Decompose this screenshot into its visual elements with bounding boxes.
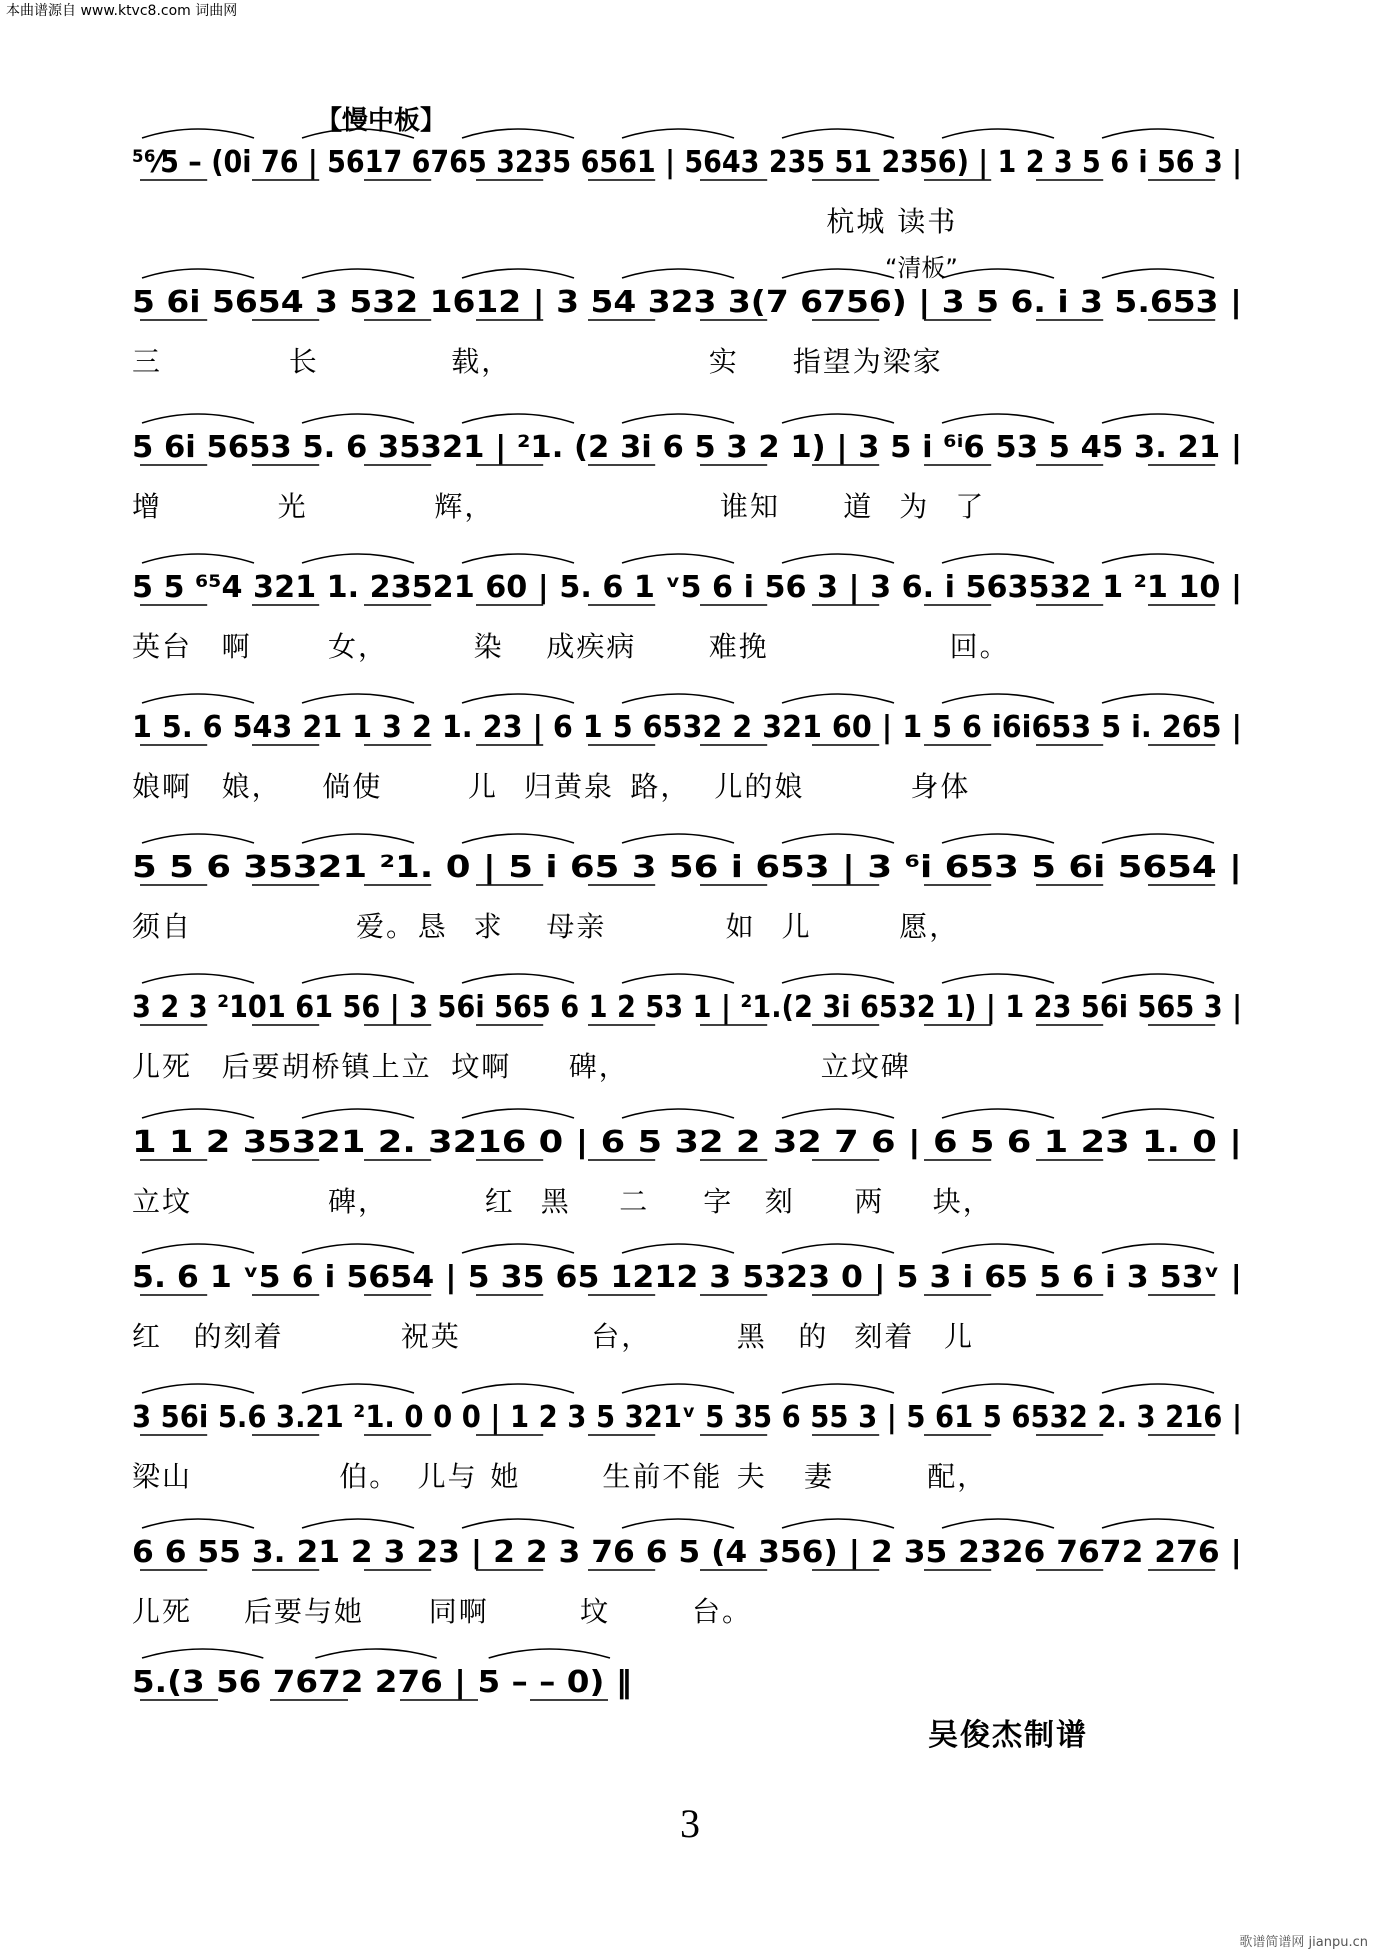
lyric-text: 后要与她 [244,1595,365,1628]
slur-mark [315,1649,436,1658]
slur-mark [142,1109,254,1118]
notation-line [132,395,1252,485]
slur-mark [302,554,414,563]
lyric-text: 黑 [540,1185,571,1218]
lyric-text: 英台 [132,630,193,663]
slur-mark [1102,554,1214,563]
slur-mark [942,834,1054,843]
source-header: 本曲谱源自 www.ktvc8.com 词曲网 [6,3,238,19]
slur-mark [302,1384,414,1393]
notation-line [132,1500,1252,1590]
lyric-text: 三 [132,345,163,378]
lyric-text: 儿的娘 [714,770,805,803]
slur-mark [489,1649,610,1658]
lyric-text: 坟 [580,1595,611,1628]
slur-mark [622,1519,734,1528]
lyric-text: 儿 [781,910,812,943]
notation-line [132,1225,1252,1315]
lyric-text: 的 [798,1320,829,1353]
lyric-text: 求 [473,910,504,943]
slur-mark [622,1384,734,1393]
lyric-text: 归黄泉 [524,770,615,803]
lyrics-line [132,905,1252,941]
notation-line [132,1090,1252,1180]
slur-mark [302,834,414,843]
slur-mark [302,1109,414,1118]
slur-mark [942,414,1054,423]
slur-mark [142,694,254,703]
slur-mark [1102,1244,1214,1253]
lyric-text: 刻 [764,1185,795,1218]
slur-mark [782,834,894,843]
score-row [132,395,1252,525]
lyric-text: 道 [843,490,874,523]
slur-mark [782,1109,894,1118]
lyric-text: 配， [927,1460,988,1493]
lyric-text: 儿死 [132,1595,193,1628]
slur-mark [142,554,254,563]
slur-mark [942,1244,1054,1253]
slur-mark [782,1244,894,1253]
slur-mark [1102,1384,1214,1393]
lyric-text: 光 [277,490,308,523]
slur-mark [622,269,734,278]
slur-mark [462,554,574,563]
slur-mark [462,129,574,138]
notes-text: 3 56i 5.6 3.21 ²1. 0 0 0 | 1 2 3 5 321ᵛ 5 35 6 55 3 | 5 61 5 6532 2. 3 216 | [132,1400,1242,1435]
slur-mark [142,1244,254,1253]
slur-mark [942,974,1054,983]
score-row [132,815,1252,945]
slur-mark [1102,974,1214,983]
page-number: 3 [680,1801,700,1846]
slur-mark [782,694,894,703]
slur-mark [622,834,734,843]
lyric-text: 了 [955,490,986,523]
lyric-text: 愿， [899,910,960,943]
notation-line [132,815,1252,905]
qingban-mark: “清板” [885,254,958,282]
slur-mark [142,1649,263,1658]
lyric-text: 碑， [568,1050,629,1083]
notation-line [132,955,1252,1045]
slur-mark [942,1384,1054,1393]
lyric-text: 如 [725,910,756,943]
lyric-text: 同啊 [428,1595,489,1628]
lyrics-line [132,200,1252,236]
lyric-text: 娘， [221,770,282,803]
slur-mark [782,129,894,138]
lyric-text: 的刻着 [193,1320,284,1353]
lyric-text: 长 [288,345,319,378]
lyric-text: 生前不能 [602,1460,723,1493]
slur-mark [462,414,574,423]
slur-mark [462,694,574,703]
lyric-text: 红 [132,1320,163,1353]
lyric-text: 立坟碑 [820,1050,911,1083]
lyric-text: 儿与 [417,1460,478,1493]
slur-mark [1102,1109,1214,1118]
score-row [132,535,1252,665]
notes-text: ⁵⁶⁄5 – (0i 76 | 5617 6765 3235 6561 | 5643 235 51 2356) | 1 2 3 5 6 i 56 3 | [132,145,1242,180]
notes-text: 5. 6 1 ᵛ5 6 i 5654 | 5 35 65 1212 3 5323 0 | 5 3 i 65 5 6 i 3 53ᵛ | [132,1260,1243,1295]
tempo-mark: 【慢中板】 [316,106,447,136]
lyric-text: 染 [473,630,504,663]
slur-mark [622,1109,734,1118]
slur-mark [462,834,574,843]
lyric-text: 倘使 [322,770,383,803]
lyric-text: 身体 [910,770,971,803]
lyric-text: 坟啊 [451,1050,512,1083]
notation-line [132,1365,1252,1455]
lyrics-line [132,1455,1252,1491]
lyric-text: 祝英 [400,1320,461,1353]
lyric-text: 二 [619,1185,650,1218]
notation-line [132,535,1252,625]
lyric-text: 回。 [949,630,1010,663]
slur-mark [462,974,574,983]
slur-mark [782,974,894,983]
slur-mark [142,269,254,278]
lyric-text: 儿 [468,770,499,803]
lyric-text: 儿死 [132,1050,193,1083]
slur-mark [142,129,254,138]
lyric-text: 两 [854,1185,885,1218]
lyric-text: 啊 [221,630,252,663]
slur-mark [302,129,414,138]
slur-mark [462,269,574,278]
slur-mark [142,974,254,983]
score-row [132,1225,1252,1355]
slur-mark [942,694,1054,703]
lyric-text: 恳 [417,910,448,943]
slur-mark [1102,694,1214,703]
slur-mark [1102,269,1214,278]
lyric-text: 红 [484,1185,515,1218]
lyric-text: 黑 [736,1320,767,1353]
lyric-text: 谁知 [720,490,781,523]
lyric-text: 梁山 [132,1460,193,1493]
lyric-text: 台。 [692,1595,753,1628]
notation-line [132,1630,652,1720]
score-row [132,1500,1252,1630]
lyric-text: 字 [703,1185,734,1218]
score-row [132,675,1252,805]
slur-mark [462,1519,574,1528]
slur-mark [622,1244,734,1253]
notes-text: 5 5 ⁶⁵4 321 1. 23521 60 | 5. 6 1 ᵛ5 6 i 56 3 | 3 6. i 563532 1 ²1 10 | [132,570,1242,605]
watermark: 歌谱简谱网 jianpu.cn [1239,1935,1368,1950]
lyric-text: 母亲 [546,910,607,943]
slur-mark [942,554,1054,563]
slur-mark [782,554,894,563]
notes-text: 5 6i 5653 5. 6 35321 | ²1. (2 3i 6 5 3 2 1) | 3 5 i ⁶ⁱ6 53 5 45 3. 21 | [132,430,1242,465]
lyric-text: 杭城 读书 [826,205,958,238]
slur-mark [142,1384,254,1393]
lyric-text: 夫 [736,1460,767,1493]
lyric-text: 娘啊 [132,770,193,803]
slur-mark [302,974,414,983]
lyrics-line [132,625,1252,661]
lyric-text: 她 [490,1460,521,1493]
slur-mark [142,834,254,843]
slur-mark [462,1384,574,1393]
lyric-text: 台， [591,1320,652,1353]
slur-mark [942,129,1054,138]
lyric-text: 辉， [434,490,495,523]
score-row [132,1365,1252,1495]
lyric-text: 载， [451,345,512,378]
notation-line [132,110,1252,200]
notation-line [132,250,1252,340]
lyrics-line [132,1045,1252,1081]
lyric-text: 刻着 [854,1320,915,1353]
slur-mark [1102,129,1214,138]
slur-mark [142,1519,254,1528]
lyric-text: 须自 [132,910,193,943]
lyric-text: 实 [708,345,739,378]
lyric-text: 爱。 [356,910,417,943]
lyric-text: 成疾病 [546,630,637,663]
slur-mark [1102,414,1214,423]
slur-mark [622,974,734,983]
lyrics-line [132,1590,1252,1626]
lyrics-line [132,485,1252,521]
slur-mark [142,414,254,423]
slur-mark [1102,834,1214,843]
lyric-text: 女， [328,630,389,663]
score-row [132,110,1252,240]
lyrics-line [132,765,1252,801]
slur-mark [942,1519,1054,1528]
lyric-text: 立坟 [132,1185,193,1218]
notes-text: 5 6i 5654 3 532 1612 | 3 54 323 3(7 6756) | 3 5 6. i 3 5.653 | [132,285,1242,320]
slur-mark [1102,1519,1214,1528]
notes-text: 5 5 6 35321 ²1. 0 | 5 i 65 3 56 i 653 | 3 ⁶i 653 5 6i 5654 | [132,850,1242,885]
slur-mark [462,1109,574,1118]
slur-mark [302,1244,414,1253]
lyric-text: 难挽 [708,630,769,663]
lyric-text: 碑， [328,1185,389,1218]
slur-mark [622,554,734,563]
lyrics-line [132,1180,1252,1216]
slur-mark [782,414,894,423]
score-row [132,955,1252,1085]
slur-mark [782,1519,894,1528]
slur-mark [622,694,734,703]
lyric-text: 妻 [804,1460,835,1493]
notation-line [132,675,1252,765]
slur-mark [302,269,414,278]
lyric-text: 增 [132,490,163,523]
signature: 吴俊杰制谱 [928,1718,1088,1753]
lyric-text: 伯。 [339,1460,400,1493]
lyric-text: 块， [932,1185,993,1218]
slur-mark [302,1519,414,1528]
lyric-text: 儿 [944,1320,975,1353]
lyrics-line [132,340,1252,376]
lyric-text: 指望为梁家 [792,345,943,378]
lyrics-line [132,1315,1252,1351]
score-row [132,1090,1252,1220]
slur-mark [942,269,1054,278]
slur-mark [462,1244,574,1253]
notes-text: 1 1 2 35321 2. 3216 0 | 6 5 32 2 32 7 6 | 6 5 6 1 23 1. 0 | [132,1125,1242,1160]
notes-text: 5.(3 56 7672 276 | 5 – – 0) ‖ [132,1665,632,1700]
slur-mark [622,129,734,138]
slur-mark [302,694,414,703]
score-row [132,250,1252,380]
lyric-text: 为 [899,490,930,523]
lyric-text: 路， [630,770,691,803]
notes-text: 1 5. 6 543 21 1 3 2 1. 23 | 6 1 5 6532 2 321 60 | 1 5 6 i6i653 5 i. 265 | [132,710,1242,745]
slur-mark [782,1384,894,1393]
notes-text: 3 2 3 ²101 61 56 | 3 56i 565 6 1 2 53 1 | ²1.(2 3i 6532 1) | 1 23 56i 565 3 | [132,990,1242,1025]
slur-mark [782,269,894,278]
slur-mark [622,414,734,423]
slur-mark [302,414,414,423]
notes-text: 6 6 55 3. 21 2 3 23 | 2 2 3 76 6 5 (4 356) | 2 35 2326 7672 276 | [132,1535,1242,1570]
slur-mark [942,1109,1054,1118]
lyric-text: 后要胡桥镇上立 [221,1050,432,1083]
